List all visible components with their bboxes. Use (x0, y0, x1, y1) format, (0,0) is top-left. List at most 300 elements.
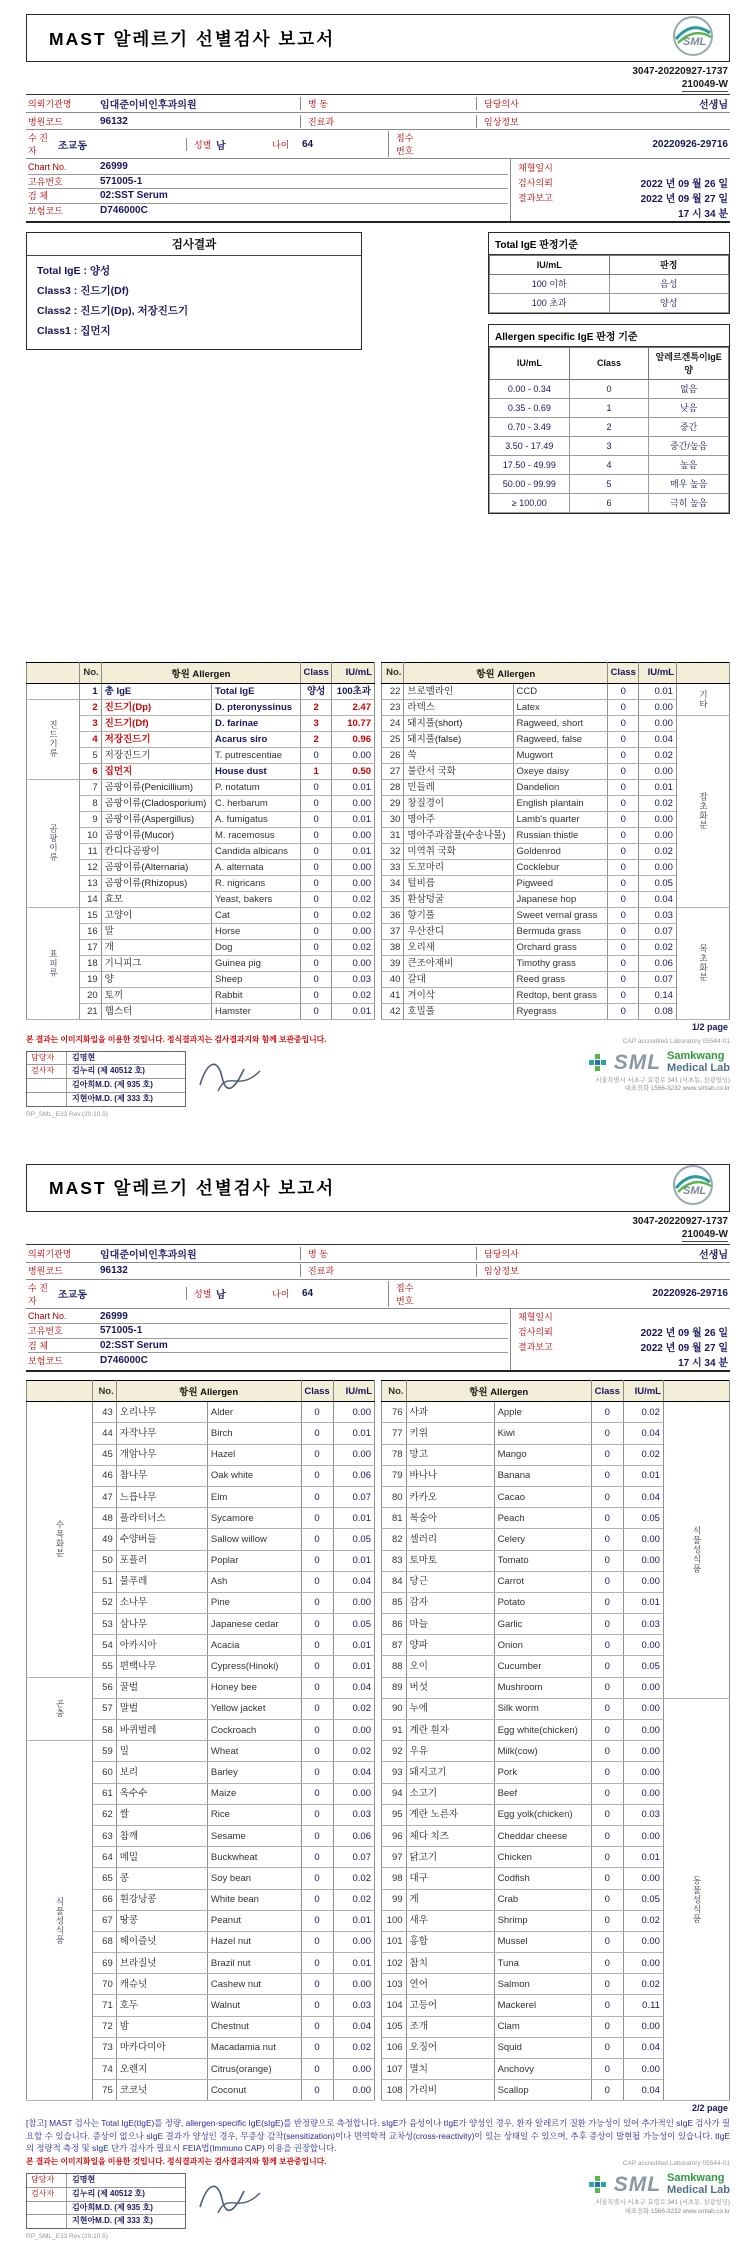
allergen-row: 진드기류 2 진드기(Dp) D. pteronyssinus 2 2.47 (27, 699, 375, 715)
lab-name-text (667, 2173, 730, 2196)
allergen-row: 83 토마토 Tomato 0 0.00 (382, 1550, 730, 1571)
image-file-note: 본 결과는 이미지화일을 이용한 것입니다. 정식결과지는 검사결과지와 함께 보관중입니다. (26, 2156, 327, 2166)
allergen-row: 94 소고기 Beef 0 0.00 (382, 1783, 730, 1804)
criteria-cell: 높음 (649, 455, 729, 474)
allergen-row: 37 우산잔디 Bermuda grass 0 0.07 (382, 923, 730, 939)
criteria-cell: 3.50 - 17.49 (490, 436, 570, 455)
page-footer (26, 2173, 730, 2229)
label-insurance: 보험코드 (28, 1355, 63, 1366)
patient-info (26, 1244, 730, 1373)
category-label (27, 683, 80, 699)
allergen-header-row: No. 항원 Allergen Class IU/mL (27, 662, 375, 683)
allergen-row: 23 라텍스 Latex 0 0.00 (382, 699, 730, 715)
report-date: 2022 년 09 월 27 일 (640, 1343, 728, 1355)
allergen-row: 수목화분 43 오리나무 Alder 0 0.00 (27, 1402, 375, 1423)
lab-dot-mark (588, 1053, 608, 1073)
receipt-no: 20220926-29716 (652, 138, 728, 150)
criteria-cell: 없음 (649, 379, 729, 398)
page-title: MAST 알레르기 선별검사 보고서 (49, 28, 336, 49)
lab-address (588, 1077, 730, 1095)
lab-address-1: 서울특별시 서초구 효령로 341 (서초동, 삼광빌딩) (595, 1076, 730, 1084)
svg-text:SML: SML (683, 35, 707, 48)
label-doctor: 담당의사 (476, 97, 540, 110)
allergen-row: 63 참깨 Sesame 0 0.06 (27, 1825, 375, 1846)
allergen-tables-page2 (26, 1380, 730, 2101)
allergen-row: 86 마늘 Garlic 0 0.03 (382, 1614, 730, 1635)
empty-label (27, 2202, 67, 2215)
label-chart: Chart No. (28, 1311, 67, 1322)
allergen-row: 62 쌀 Rice 0 0.03 (27, 1804, 375, 1825)
label-chart: Chart No. (28, 161, 67, 172)
age-value: 64 (302, 1288, 314, 1300)
specimen-value: 02:SST Serum (100, 190, 168, 202)
label-hospital-code: 병원코드 (28, 1266, 63, 1277)
allergen-row: 30 명아주 Lamb's quarter 0 0.00 (382, 811, 730, 827)
allergen-table-p1-left (26, 662, 375, 1020)
patient-name: 조교동 (58, 1290, 87, 1302)
summary-section (26, 232, 730, 524)
category-label: 곤충 (27, 1677, 93, 1741)
allergen-row: 85 감자 Potato 0 0.01 (382, 1592, 730, 1613)
receipt-no: 20220926-29716 (652, 1288, 728, 1300)
criteria-header: Class (569, 347, 649, 379)
allergen-row: 17 개 Dog 0 0.02 (27, 939, 375, 955)
result-line: Total IgE : 양성 (37, 264, 111, 277)
report-time: 17 시 34 분 (678, 1358, 728, 1370)
allergen-row: 70 캐슈넛 Cashew nut 0 0.00 (27, 1974, 375, 1995)
criteria-header: 판정 (609, 255, 729, 274)
signature-marks (194, 1053, 268, 1102)
allergen-row: 88 오이 Cucumber 0 0.05 (382, 1656, 730, 1677)
specific-ige-criteria-title: Allergen specific IgE 판정 기준 (489, 325, 729, 347)
allergen-row: 46 참나무 Oak white 0 0.06 (27, 1465, 375, 1486)
allergen-header-row: No. 항원 Allergen Class IU/mL (382, 1381, 730, 1402)
staff-name: 김명현 (72, 2174, 96, 2184)
criteria-row (490, 417, 729, 436)
criteria-cell: 중간 (649, 417, 729, 436)
allergen-row: 25 돼지풀(false) Ragweed, false 0 0.04 (382, 731, 730, 747)
label-sex: 성별 (186, 138, 216, 151)
info-row-3 (26, 130, 730, 159)
report-page-2 (0, 1150, 756, 2246)
result-line: Class2 : 진드기(Dp), 저장진드기 (37, 304, 189, 317)
allergen-row: 27 불란서 국화 Oxeye daisy 0 0.00 (382, 763, 730, 779)
allergen-row: 19 양 Sheep 0 0.03 (27, 971, 375, 987)
allergen-row: 식물성식품 59 밀 Wheat 0 0.02 (27, 1741, 375, 1762)
allergen-header-row: No. 항원 Allergen Class IU/mL (27, 1381, 375, 1402)
staff-box (26, 2173, 186, 2229)
allergen-row: 곤충 56 꿀벌 Honey bee 0 0.04 (27, 1677, 375, 1698)
allergen-row: 60 보리 Barley 0 0.04 (27, 1762, 375, 1783)
allergen-row: 80 카카오 Cacao 0 0.04 (382, 1486, 730, 1507)
label-hospital-code: 병원코드 (28, 116, 63, 127)
label-patient: 수 진 자 (28, 133, 48, 156)
doc-number-2: 210049-W (681, 1228, 728, 1240)
dates-block (510, 159, 730, 221)
allergen-row: 55 편백나무 Cypress(Hinoki) 0 0.01 (27, 1656, 375, 1677)
label-receipt: 접수번호 (388, 1281, 418, 1307)
allergen-row: 89 버섯 Mushroom 0 0.00 (382, 1677, 730, 1698)
allergen-row: 71 호두 Walnut 0 0.03 (27, 1995, 375, 2016)
label-age: 나이 (272, 139, 290, 150)
label-unique: 고유번호 (28, 1326, 63, 1337)
allergen-row: 42 호밀풀 Ryegrass 0 0.08 (382, 1003, 730, 1019)
lab-address (588, 2199, 730, 2217)
allergen-row: 48 플라터너스 Sycamore 0 0.01 (27, 1508, 375, 1529)
allergen-table-p2-left (26, 1380, 375, 2101)
allergen-row: 98 대구 Codfish 0 0.00 (382, 1868, 730, 1889)
allergen-row: 87 양파 Onion 0 0.00 (382, 1635, 730, 1656)
group-col-header (27, 1381, 93, 1402)
allergen-row: 49 수양버들 Sallow willow 0 0.05 (27, 1529, 375, 1550)
allergen-row: 28 민들레 Dandelion 0 0.01 (382, 779, 730, 795)
specimen-value: 02:SST Serum (100, 1339, 168, 1351)
criteria-cell: 50.00 - 99.99 (490, 474, 570, 493)
unique-no: 571005-1 (100, 1325, 143, 1337)
form-number: RP_SML_E33 Rev.(20.10.5) (26, 1110, 108, 1118)
criteria-cell: 100 초과 (490, 293, 610, 312)
criteria-header-row (490, 347, 729, 379)
sex-value: 남 (216, 140, 226, 152)
criteria-cell: 0.70 - 3.49 (490, 417, 570, 436)
allergen-row: 75 코코넛 Coconut 0 0.00 (27, 2080, 375, 2101)
allergen-row: 93 돼지고기 Pork 0 0.00 (382, 1762, 730, 1783)
hospital-name: 임대준이비인후과의원 (100, 1249, 197, 1261)
criteria-row (490, 398, 729, 417)
info-row-4 (26, 159, 730, 221)
label-ward: 병 동 (300, 1247, 356, 1260)
allergen-row: 12 곰팡이류(Alternaria) A. alternata 0 0.00 (27, 859, 375, 875)
label-unique: 고유번호 (28, 176, 63, 187)
hospital-code: 96132 (100, 115, 128, 127)
category-label: 목초화분 (676, 907, 729, 1019)
document-numbers (26, 1215, 728, 1242)
allergen-row: 3 진드기(Df) D. farinae 3 10.77 (27, 715, 375, 731)
patient-info (26, 94, 730, 223)
allergen-row: 29 창질경이 English plantain 0 0.02 (382, 795, 730, 811)
criteria-cell: 0.35 - 0.69 (490, 398, 570, 417)
allergen-row: 1 총 IgE Total IgE 양성 100초과 (27, 683, 375, 699)
criteria-cell: 5 (569, 474, 649, 493)
chart-no: 26999 (100, 1310, 128, 1322)
allergen-row: 18 기니피그 Guinea pig 0 0.00 (27, 955, 375, 971)
allergen-row: 32 미역취 국화 Goldenrod 0 0.02 (382, 843, 730, 859)
label-report: 결과보고 (518, 192, 553, 203)
lab-dot-mark (588, 2175, 608, 2195)
allergen-row: 95 계란 노른자 Egg yolk(chicken) 0 0.03 (382, 1804, 730, 1825)
md2-name: 지현아M.D. (제 333 호) (72, 1093, 153, 1103)
label-age: 나이 (272, 1289, 290, 1300)
allergen-row: 24 돼지풀(short) Ragweed, short 0 0.00 잡초화분 (382, 715, 730, 731)
staff-name: 김명현 (72, 1052, 96, 1062)
category-label: 동물성식품 (663, 1698, 729, 2101)
label-examiner: 검사자 (27, 2188, 67, 2201)
criteria-cell: 3 (569, 436, 649, 455)
allergen-row: 50 포플러 Poplar 0 0.01 (27, 1550, 375, 1571)
allergen-row: 92 우유 Milk(cow) 0 0.00 (382, 1741, 730, 1762)
category-label: 수목화분 (27, 1402, 93, 1677)
allergen-row: 34 털비름 Pigweed 0 0.05 (382, 875, 730, 891)
allergen-row: 52 소나무 Pine 0 0.00 (27, 1592, 375, 1613)
allergen-row: 53 삼나무 Japanese cedar 0 0.05 (27, 1614, 375, 1635)
label-specimen: 검 체 (28, 1340, 48, 1351)
allergen-row: 31 명아주과잡풀(수송나물) Russian thistle 0 0.00 (382, 827, 730, 843)
allergen-row: 21 햄스터 Hamster 0 0.01 (27, 1003, 375, 1019)
allergen-row: 11 칸디다곰팡이 Candida albicans 0 0.01 (27, 843, 375, 859)
insurance-code: D746000C (100, 205, 148, 217)
lab-sml-text: SML (613, 1050, 662, 1074)
allergen-row: 5 저장진드기 T. putrescentiae 0 0.00 (27, 747, 375, 763)
criteria-row (490, 274, 729, 293)
doc-number-1: 3047-20220927-1737 (632, 66, 728, 77)
label-request: 검사의뢰 (518, 177, 553, 188)
footer-staff-area (26, 2173, 268, 2229)
notes-row (26, 1034, 730, 1045)
allergen-row: 102 참치 Tuna 0 0.00 (382, 1953, 730, 1974)
allergen-row: 45 개암나무 Hazel 0 0.00 (27, 1444, 375, 1465)
criteria-header: IU/mL (490, 347, 570, 379)
category-label: 표피류 (27, 907, 80, 1019)
allergen-row: 97 닭고기 Chicken 0 0.01 (382, 1847, 730, 1868)
footer-staff-area (26, 1051, 268, 1107)
sml-circle-logo (671, 1163, 715, 1212)
allergen-row: 10 곰팡이류(Mucor) M. racemosus 0 0.00 (27, 827, 375, 843)
allergen-row: 9 곰팡이류(Aspergillus) A. fumigatus 0 0.01 (27, 811, 375, 827)
criteria-cell: 낮음 (649, 398, 729, 417)
report-header (26, 14, 730, 62)
specific-ige-criteria-table (489, 347, 729, 513)
doctor-value: 선생님 (699, 1249, 728, 1261)
page-title: MAST 알레르기 선별검사 보고서 (49, 1178, 336, 1199)
dates-block (510, 1309, 730, 1371)
allergen-row: 64 메밀 Buckwheat 0 0.07 (27, 1847, 375, 1868)
svg-text:SML: SML (683, 1185, 707, 1198)
allergen-header-row: No. 항원 Allergen Class IU/mL (382, 662, 730, 683)
label-dept: 진료과 (300, 115, 356, 128)
criteria-row (490, 474, 729, 493)
allergen-table-p2-right (381, 1380, 730, 2101)
md1-name: 김아희M.D. (제 935 호) (72, 1080, 153, 1090)
allergen-row: 104 고등어 Mackerel 0 0.11 (382, 1995, 730, 2016)
allergen-row: 8 곰팡이류(Cladosporium) C. herbarum 0 0.00 (27, 795, 375, 811)
document-numbers (26, 65, 728, 92)
empty-label (27, 1093, 67, 1106)
category-label: 잡초화분 (676, 715, 729, 907)
result-summary-title: 검사결과 (27, 233, 361, 256)
allergen-row: 100 새우 Shrimp 0 0.02 (382, 1910, 730, 1931)
category-label: 식물성식품 (663, 1402, 729, 1699)
allergen-row: 91 계란 흰자 Egg white(chicken) 0 0.00 (382, 1720, 730, 1741)
allergen-row: 96 체다 치즈 Cheddar cheese 0 0.00 (382, 1825, 730, 1846)
signature-marks (194, 2175, 268, 2224)
lab-name-text (667, 1051, 730, 1074)
lab-name-2: Medical Lab (667, 1061, 730, 1074)
criteria-cell: 중간/높음 (649, 436, 729, 455)
request-date: 2022 년 09 월 26 일 (640, 178, 728, 190)
label-patient: 수 진 자 (28, 1282, 48, 1306)
cap-accreditation-note: CAP accredited Laboratory 05544-01 (622, 2159, 730, 2167)
allergen-row: 51 물푸레 Ash 0 0.04 (27, 1571, 375, 1592)
allergen-row: 77 키위 Kiwi 0 0.04 (382, 1423, 730, 1444)
image-file-note: 본 결과는 이미지화일을 이용한 것입니다. 정식결과지는 검사결과지와 함께 보관중입니다. (26, 1034, 327, 1044)
specimen-block (26, 1309, 510, 1371)
total-ige-criteria-title: Total IgE 판정기준 (489, 233, 729, 255)
info-row-2 (26, 1263, 730, 1280)
label-sex: 성별 (186, 1287, 216, 1300)
category-label: 진드기류 (27, 699, 80, 779)
md2-name: 지현아M.D. (제 333 호) (72, 2216, 153, 2226)
empty-label (27, 1079, 67, 1092)
label-clinical: 임상정보 (476, 115, 540, 128)
allergen-row: 65 콩 Soy bean 0 0.02 (27, 1868, 375, 1889)
allergen-row: 35 환삼덩굴 Japanese hop 0 0.04 (382, 891, 730, 907)
label-staff: 담당자 (27, 1052, 67, 1065)
info-row-3 (26, 1280, 730, 1309)
criteria-header: 알레르겐특이IgE양 (649, 347, 729, 379)
page-footer (26, 1051, 730, 1107)
label-report: 결과보고 (518, 1342, 553, 1353)
criteria-row (490, 379, 729, 398)
allergen-row: 20 토끼 Rabbit 0 0.02 (27, 987, 375, 1003)
label-org: 의뢰기관명 (28, 1248, 72, 1259)
request-date: 2022 년 09 월 26 일 (640, 1328, 728, 1340)
criteria-cell: 17.50 - 49.99 (490, 455, 570, 474)
age-value: 64 (302, 138, 314, 150)
criteria-cell: 4 (569, 455, 649, 474)
criteria-header: IU/mL (490, 255, 610, 274)
sml-lab-logo (588, 1051, 730, 1075)
category-label: 기타 (676, 683, 729, 715)
lab-address-2: 대표전화 1566-3232 www.smlab.co.kr (624, 1085, 730, 1093)
examiner-name: 김누리 (제 40512 호) (72, 2188, 145, 2198)
label-receipt: 접수번호 (388, 131, 418, 157)
allergen-row: 106 오징어 Squid 0 0.04 (382, 2037, 730, 2058)
doc-number-1: 3047-20220927-1737 (632, 1215, 728, 1227)
allergen-row: 54 아카시아 Acacia 0 0.01 (27, 1635, 375, 1656)
criteria-cell: 매우 높음 (649, 474, 729, 493)
footer-lab-area (588, 2173, 730, 2217)
lab-name-1: Samkwang (667, 1049, 725, 1062)
criteria-row (490, 293, 729, 312)
page-marker: 2/2 page (691, 2103, 728, 2114)
allergen-row: 26 쑥 Mugwort 0 0.02 (382, 747, 730, 763)
allergen-row: 108 가리비 Scallop 0 0.04 (382, 2080, 730, 2101)
label-staff: 담당자 (27, 2174, 67, 2187)
info-row-4 (26, 1309, 730, 1371)
chart-no: 26999 (100, 161, 128, 173)
criteria-header-row (490, 255, 729, 274)
label-specimen: 검 체 (28, 191, 48, 202)
allergen-row: 67 땅콩 Peanut 0 0.01 (27, 1910, 375, 1931)
allergen-row: 73 마카다미아 Macadamia nut 0 0.02 (27, 2037, 375, 2058)
total-ige-criteria-box (488, 232, 730, 314)
report-time: 17 시 34 분 (678, 208, 728, 220)
allergen-row: 58 바퀴벌레 Cockroach 0 0.00 (27, 1720, 375, 1741)
lab-name-2: Medical Lab (667, 2183, 730, 2196)
criteria-cell: 0 (569, 379, 649, 398)
total-ige-criteria-table (489, 255, 729, 313)
allergen-row: 4 저장진드기 Acarus siro 2 0.96 (27, 731, 375, 747)
label-clinical: 임상정보 (476, 1264, 540, 1277)
allergen-row: 6 집먼지 House dust 1 0.50 (27, 763, 375, 779)
allergen-row: 107 멸치 Anchovy 0 0.00 (382, 2059, 730, 2080)
criteria-row (490, 493, 729, 512)
result-line: Class3 : 진드기(Df) (37, 284, 129, 297)
allergen-row: 103 연어 Salmon 0 0.02 (382, 1974, 730, 1995)
allergen-row: 47 느릅나무 Elm 0 0.07 (27, 1486, 375, 1507)
result-line: Class1 : 집먼지 (37, 324, 111, 337)
criteria-cell: 6 (569, 493, 649, 512)
group-col-header (27, 662, 80, 683)
specimen-block (26, 159, 510, 221)
label-request: 검사의뢰 (518, 1327, 553, 1338)
label-org: 의뢰기관명 (28, 99, 72, 109)
allergen-row: 84 당근 Carrot 0 0.00 (382, 1571, 730, 1592)
allergen-row: 57 말벌 Yellow jacket 0 0.02 (27, 1698, 375, 1719)
footer-lab-area (588, 1051, 730, 1095)
label-ward: 병 동 (300, 97, 356, 110)
allergen-row: 79 바나나 Banana 0 0.01 (382, 1465, 730, 1486)
staff-box (26, 1051, 186, 1107)
allergen-row: 곰팡이류 7 곰팡이류(Penicillium) P. notatum 0 0.01 (27, 779, 375, 795)
allergen-row: 61 옥수수 Maize 0 0.00 (27, 1783, 375, 1804)
group-col-header (663, 1381, 729, 1402)
allergen-row: 39 큰조아재비 Timothy grass 0 0.06 (382, 955, 730, 971)
reference-note: [참고] MAST 검사는 Total IgE(tIgE)를 정량, allergen-specific IgE(sIgE)를 반정량으로 측정합니다. sIgE가 음성이나 tIgE가 양성인 경우, 환자 알레르기 질환 가능성이 있어 추가적인 sIgE 검사가 필요할 수 있습니다. 증상이 없으나 sIgE 결과가 양성인 경우, 무증상 감작(sensitization)이나 면역학적 교차성(cross-reactivity)이 있는 상태일 수 있으며, 추후 증상이 발현될 가능성이 있습니다. tIgE의 정량적 측정 및 sIgE 단가 검사가 필요시 FEIA법(Immuno CAP) 이용을 권장합니다. (26, 2118, 730, 2153)
sex-value: 남 (216, 1290, 226, 1302)
allergen-row: 78 망고 Mango 0 0.02 (382, 1444, 730, 1465)
allergen-row: 68 헤이즐넛 Hazel nut 0 0.00 (27, 1931, 375, 1952)
allergen-row: 22 브로멜라인 CCD 0 0.01 기타 (382, 683, 730, 699)
notes-row (26, 2156, 730, 2167)
criteria-cell: 양성 (609, 293, 729, 312)
allergen-tables-page1 (26, 662, 730, 1020)
empty-label (27, 2215, 67, 2228)
allergen-row: 44 자작나무 Birch 0 0.01 (27, 1423, 375, 1444)
allergen-row: 13 곰팡이류(Rhizopus) R. nigricans 0 0.00 (27, 875, 375, 891)
report-header (26, 1164, 730, 1212)
allergen-row: 90 누에 Silk worm 0 0.00 동물성식품 (382, 1698, 730, 1719)
unique-no: 571005-1 (100, 175, 143, 187)
result-summary-lines (27, 256, 361, 346)
criteria-cell: 극히 높음 (649, 493, 729, 512)
label-examiner: 검사자 (27, 1065, 67, 1078)
allergen-row: 72 밤 Chestnut 0 0.04 (27, 2016, 375, 2037)
category-label: 곰팡이류 (27, 779, 80, 907)
page-marker: 1/2 page (691, 1021, 728, 1032)
criteria-row (490, 455, 729, 474)
allergen-row: 14 효모 Yeast, bakers 0 0.02 (27, 891, 375, 907)
result-summary-box (26, 232, 362, 350)
allergen-row: 76 사과 Apple 0 0.02 식물성식품 (382, 1402, 730, 1423)
allergen-row: 16 말 Horse 0 0.00 (27, 923, 375, 939)
criteria-column (488, 232, 730, 524)
info-row-1 (26, 1245, 730, 1263)
label-doctor: 담당의사 (476, 1247, 540, 1260)
form-number: RP_SML_E33 Rev.(20.10.5) (26, 2233, 108, 2241)
allergen-row: 69 브라질넛 Brazil nut 0 0.01 (27, 1953, 375, 1974)
label-dept: 진료과 (300, 1264, 356, 1277)
criteria-cell: 0.00 - 0.34 (490, 379, 570, 398)
doctor-value: 선생님 (699, 100, 728, 111)
lab-address-1: 서울특별시 서초구 효령로 341 (서초동, 삼광빌딩) (595, 2198, 730, 2206)
allergen-row: 81 복숭아 Peach 0 0.05 (382, 1508, 730, 1529)
criteria-cell: 음성 (609, 274, 729, 293)
criteria-cell: 100 이하 (490, 274, 610, 293)
category-label: 식물성식품 (27, 1741, 93, 2101)
criteria-cell: 1 (569, 398, 649, 417)
doc-number-2: 210049-W (681, 79, 728, 90)
